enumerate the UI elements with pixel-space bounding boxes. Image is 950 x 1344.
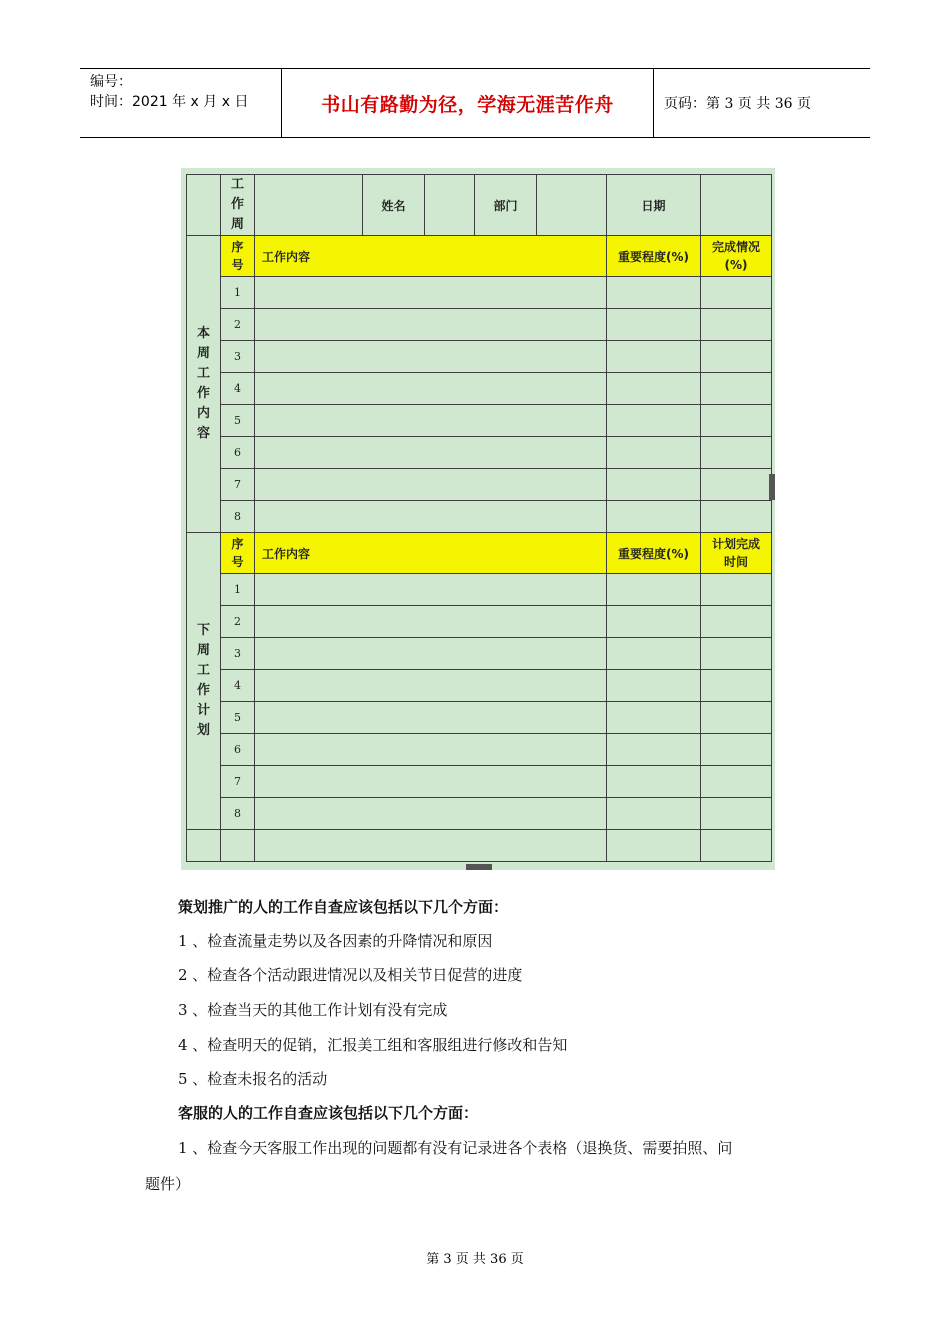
table-row <box>187 437 772 469</box>
row-seq: 3 <box>221 638 255 670</box>
week-value-cell <box>255 175 363 236</box>
table-row <box>187 606 772 638</box>
table-row <box>187 277 772 309</box>
table-row <box>187 734 772 766</box>
list-item: 1 、检查流量走势以及各因素的升降情况和原因 <box>178 932 493 950</box>
status-cell <box>701 373 772 405</box>
row-seq: 1 <box>221 574 255 606</box>
corner-cell <box>187 175 221 236</box>
empty-cell <box>187 830 221 862</box>
next-week-section <box>187 533 772 830</box>
form-top-row <box>187 175 772 236</box>
name-value-cell <box>425 175 475 236</box>
status-cell <box>701 309 772 341</box>
importance-cell <box>607 277 701 309</box>
page-label: 页码：第 3 页 共 36 页 <box>664 96 811 112</box>
content-cell <box>255 766 607 798</box>
status-cell <box>701 405 772 437</box>
importance-cell <box>607 469 701 501</box>
importance-cell <box>607 309 701 341</box>
table-row <box>187 766 772 798</box>
next-week-side-label: 下周工作计划 <box>187 533 221 830</box>
list-item: 2 、检查各个活动跟进情况以及相关节日促营的进度 <box>178 966 523 984</box>
table-row <box>187 469 772 501</box>
row-seq: 8 <box>221 501 255 533</box>
importance-cell <box>607 574 701 606</box>
next-week-header-row <box>187 533 772 574</box>
content-cell <box>255 702 607 734</box>
content-header: 工作内容 <box>255 533 607 574</box>
heading-service: 客服的人的工作自查应该包括以下几个方面： <box>178 1104 479 1122</box>
row-seq: 2 <box>221 309 255 341</box>
table-row <box>187 670 772 702</box>
content-cell <box>255 277 607 309</box>
table-row <box>187 309 772 341</box>
content-cell <box>255 469 607 501</box>
time-cell <box>701 670 772 702</box>
empty-cell <box>221 830 255 862</box>
time-cell <box>701 766 772 798</box>
weekly-form-table <box>186 174 772 862</box>
empty-cell <box>607 830 701 862</box>
importance-cell <box>607 501 701 533</box>
row-seq: 6 <box>221 437 255 469</box>
this-week-section <box>187 236 772 533</box>
row-seq: 8 <box>221 798 255 830</box>
table-row <box>187 405 772 437</box>
date-value-cell <box>701 175 772 236</box>
list-item: 1 、检查今天客服工作出现的问题都有没有记录进各个表格（退换货、需要拍照、问 <box>178 1139 733 1157</box>
header-info-cell <box>80 69 282 137</box>
table-row <box>187 501 772 533</box>
this-week-side-label: 本周工作内容 <box>187 236 221 533</box>
motto: 书山有路勤为径，学海无涯苦作舟 <box>321 93 614 116</box>
importance-cell <box>607 437 701 469</box>
time-cell <box>701 574 772 606</box>
list-item: 4 、检查明天的促销，汇报美工组和客服组进行修改和告知 <box>178 1036 568 1054</box>
importance-cell <box>607 798 701 830</box>
time-cell <box>701 734 772 766</box>
row-seq: 4 <box>221 670 255 702</box>
header-motto-cell <box>282 69 654 137</box>
name-label: 姓名 <box>363 175 425 236</box>
content-cell <box>255 501 607 533</box>
table-row <box>187 702 772 734</box>
dept-label: 部门 <box>475 175 537 236</box>
importance-cell <box>607 702 701 734</box>
row-seq: 5 <box>221 405 255 437</box>
image-edge-marker <box>466 864 492 870</box>
status-header: 完成情况(%) <box>701 236 772 277</box>
content-cell <box>255 670 607 702</box>
weekly-work-form <box>181 168 775 870</box>
page-header <box>80 68 870 138</box>
table-row <box>187 798 772 830</box>
list-item-continuation: 题件） <box>145 1175 191 1193</box>
importance-cell <box>607 638 701 670</box>
row-seq: 2 <box>221 606 255 638</box>
week-label: 工作周 <box>221 175 255 236</box>
importance-cell <box>607 341 701 373</box>
table-row <box>187 638 772 670</box>
status-cell <box>701 437 772 469</box>
row-seq: 1 <box>221 277 255 309</box>
importance-cell <box>607 766 701 798</box>
list-item: 3 、检查当天的其他工作计划有没有完成 <box>178 1001 448 1019</box>
row-seq: 7 <box>221 766 255 798</box>
content-cell <box>255 437 607 469</box>
number-label: 编号： <box>90 74 132 90</box>
importance-cell <box>607 734 701 766</box>
content-cell <box>255 734 607 766</box>
importance-cell <box>607 606 701 638</box>
importance-cell <box>607 670 701 702</box>
table-row <box>187 341 772 373</box>
row-seq: 3 <box>221 341 255 373</box>
importance-header: 重要程度(%) <box>607 236 701 277</box>
time-label: 时间：2021 年 x 月 x 日 <box>90 94 249 110</box>
row-seq: 4 <box>221 373 255 405</box>
date-label: 日期 <box>607 175 701 236</box>
row-seq: 6 <box>221 734 255 766</box>
status-cell <box>701 341 772 373</box>
dept-value-cell <box>537 175 607 236</box>
table-row <box>187 574 772 606</box>
empty-cell <box>701 830 772 862</box>
content-cell <box>255 798 607 830</box>
plan-time-header: 计划完成时间 <box>701 533 772 574</box>
importance-header: 重要程度(%) <box>607 533 701 574</box>
time-cell <box>701 606 772 638</box>
seq-header: 序号 <box>221 236 255 277</box>
page-footer: 第 3 页 共 36 页 <box>426 1252 524 1267</box>
list-item: 5 、检查未报名的活动 <box>178 1070 328 1088</box>
row-seq: 5 <box>221 702 255 734</box>
content-cell <box>255 606 607 638</box>
seq-header: 序号 <box>221 533 255 574</box>
content-cell <box>255 341 607 373</box>
importance-cell <box>607 405 701 437</box>
table-row <box>187 373 772 405</box>
heading-planning: 策划推广的人的工作自查应该包括以下几个方面： <box>178 898 509 916</box>
empty-bottom-row <box>187 830 772 862</box>
content-cell <box>255 309 607 341</box>
content-header: 工作内容 <box>255 236 607 277</box>
time-cell <box>701 798 772 830</box>
content-cell <box>255 373 607 405</box>
time-cell <box>701 638 772 670</box>
image-edge-marker <box>769 474 775 500</box>
empty-cell <box>255 830 607 862</box>
content-cell <box>255 574 607 606</box>
row-seq: 7 <box>221 469 255 501</box>
status-cell <box>701 277 772 309</box>
time-cell <box>701 702 772 734</box>
this-week-header-row <box>187 236 772 277</box>
status-cell <box>701 469 772 501</box>
content-cell <box>255 638 607 670</box>
content-cell <box>255 405 607 437</box>
status-cell <box>701 501 772 533</box>
importance-cell <box>607 373 701 405</box>
header-page-cell <box>654 69 870 137</box>
